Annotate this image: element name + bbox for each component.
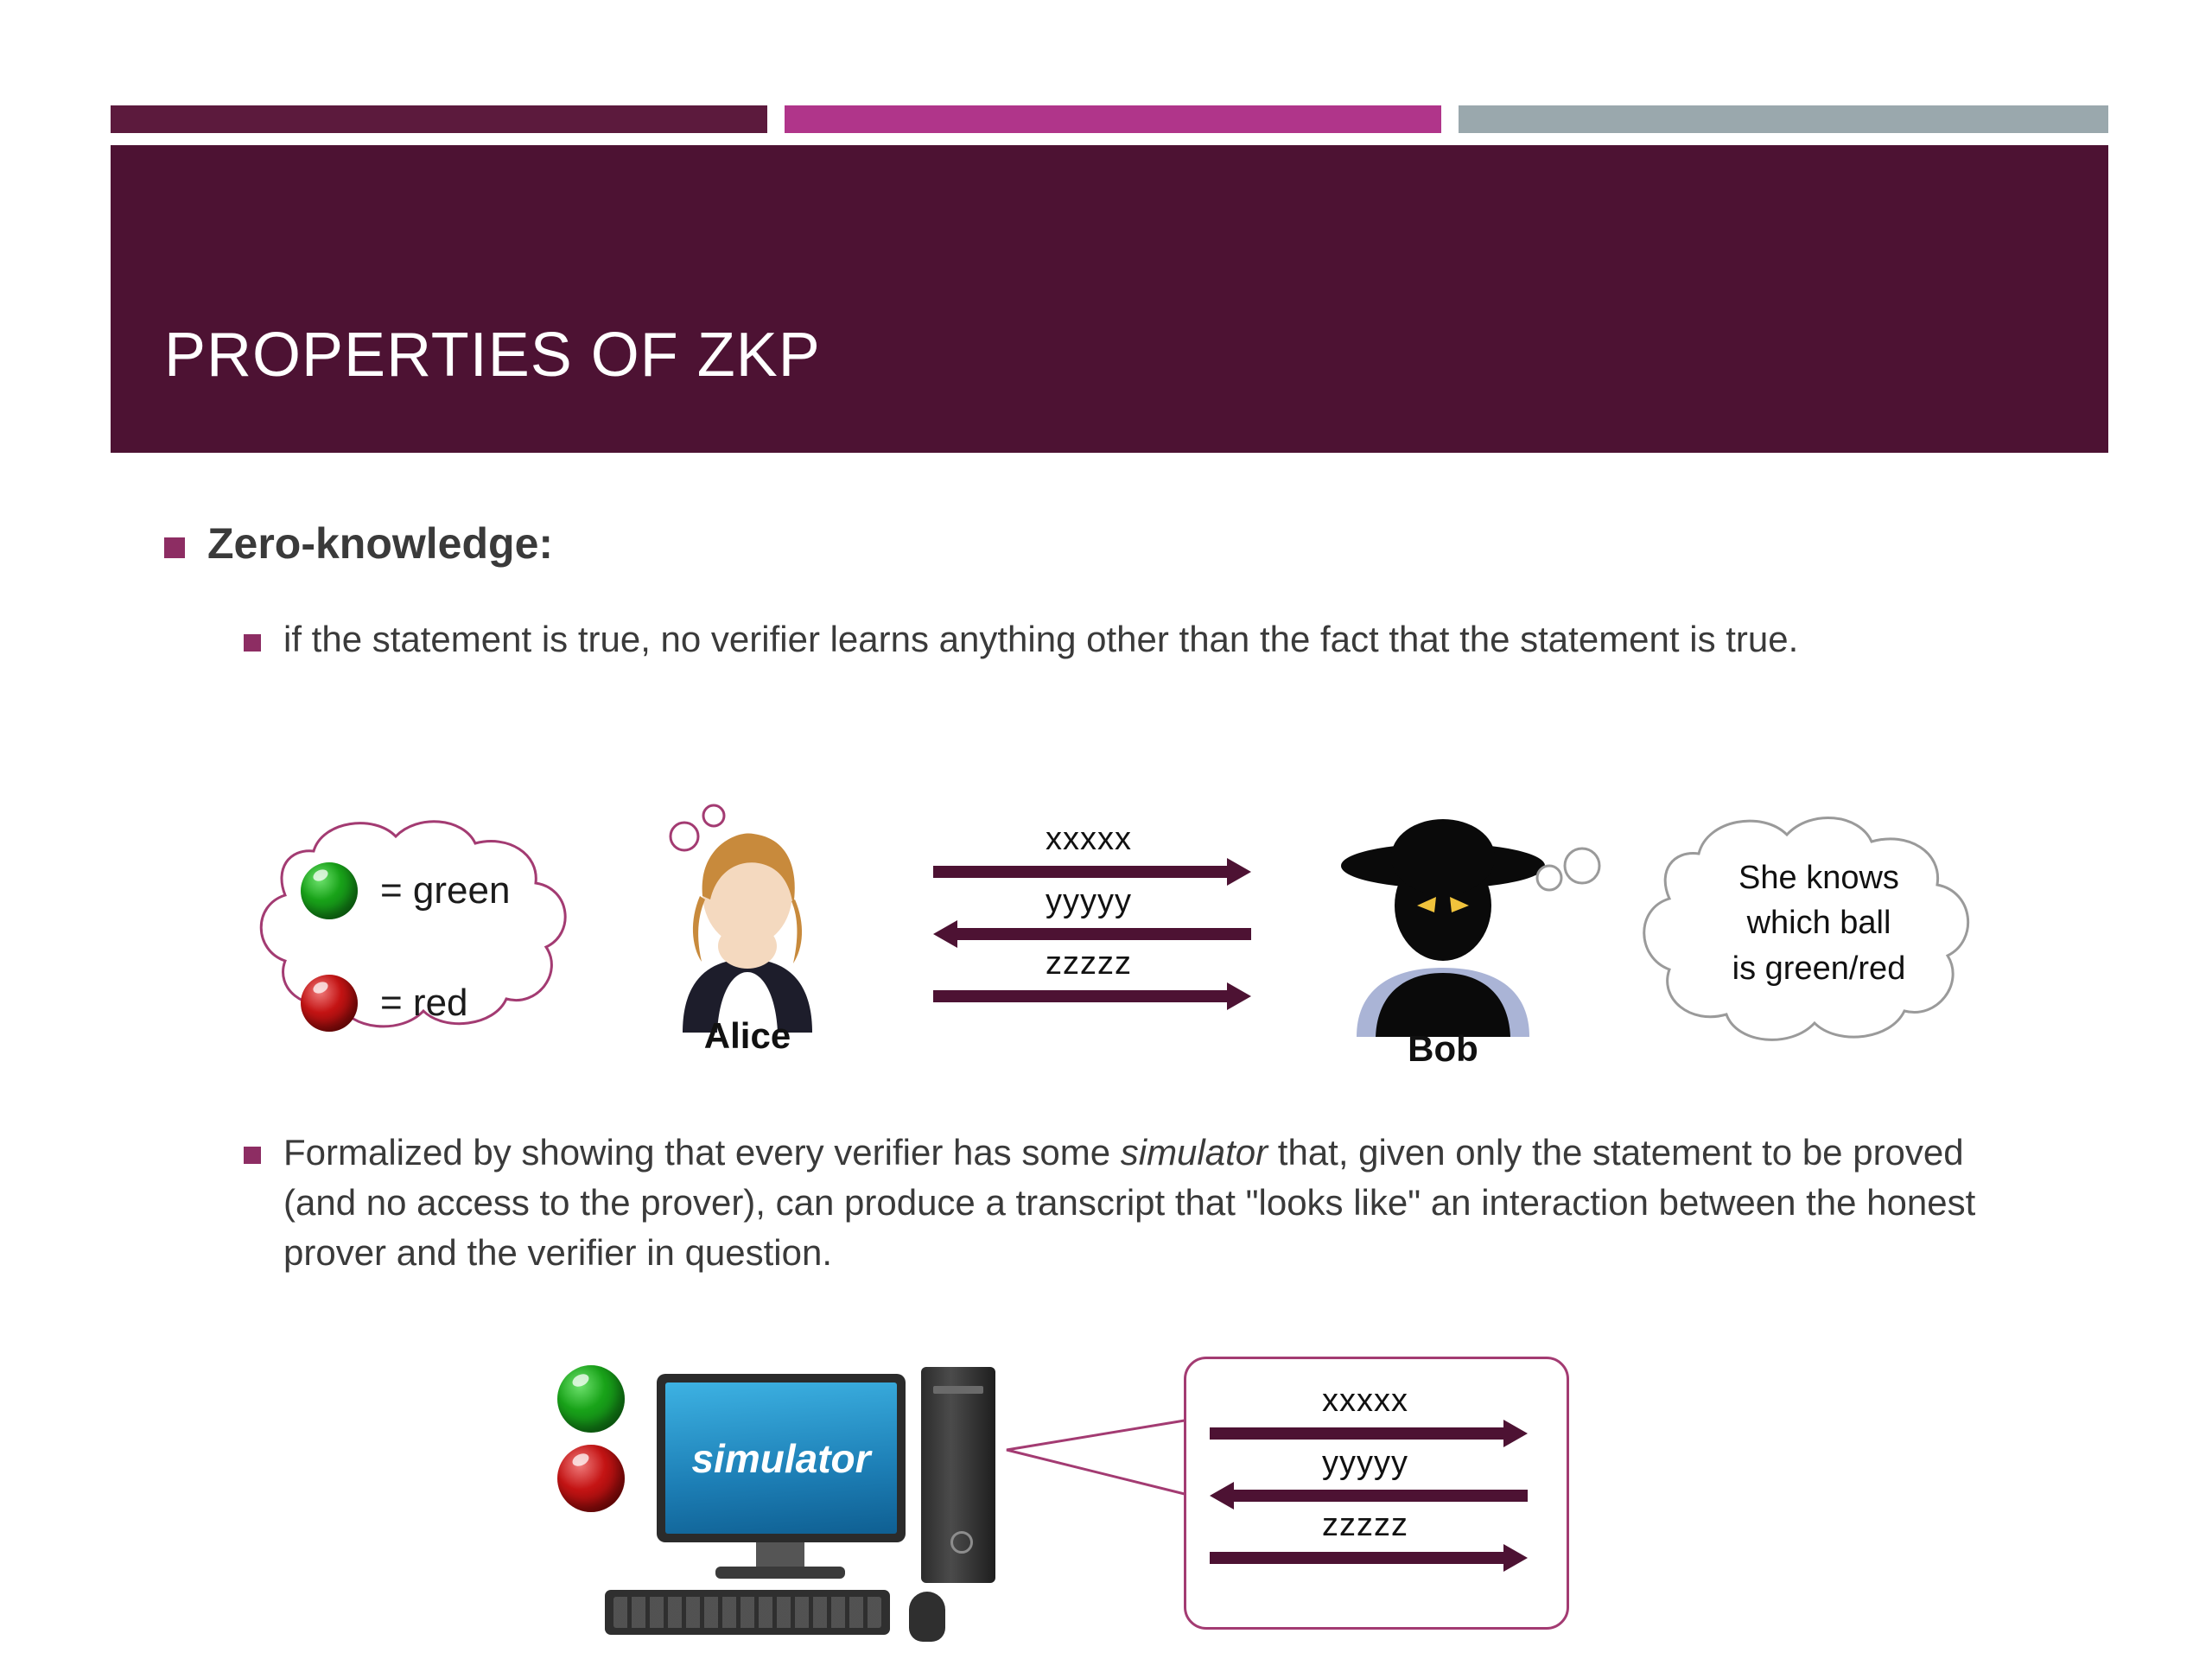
computer-tower — [921, 1367, 995, 1583]
bob-thought-cloud — [1616, 804, 2022, 1063]
red-ball-legend — [301, 975, 468, 1032]
alice-bob-message-arrows — [933, 821, 1279, 1020]
monitor-screen — [665, 1382, 897, 1534]
bob-name-label: Bob — [1408, 1028, 1478, 1069]
bullet-zero-knowledge-text — [207, 518, 553, 569]
bullet-zero-knowledge — [164, 518, 553, 569]
bullet-formalized-part1: Formalized by showing that every verifier has some — [283, 1132, 1121, 1173]
page-title: PROPERTIES OF ZKP — [164, 321, 821, 390]
alice-avatar — [657, 817, 838, 1033]
accent-bar-middle — [785, 105, 1441, 133]
bob-thought-text — [1668, 855, 1970, 991]
arrow-0-line — [1210, 1427, 1503, 1440]
bob-avatar — [1331, 804, 1555, 1037]
bullet-formalized-part2: that, given only the statement to be proved (and no access to the prover), can produce a transcript that "looks like" an interaction between the honest prover and the verifier in question. — [283, 1132, 1976, 1273]
title-banner — [111, 145, 2108, 453]
bullet-zero-knowledge-colon: : — [538, 519, 554, 568]
arrow-0-head — [1227, 858, 1251, 886]
power-button-icon — [950, 1531, 973, 1554]
bob-thought-line-0: She knows — [1738, 860, 1899, 896]
message-label-2: zzzzz — [1322, 1507, 1408, 1543]
red-ball-label: = red — [380, 982, 468, 1024]
bullet-square-icon — [164, 537, 185, 558]
arrow-1-head — [1210, 1482, 1234, 1510]
alice-thought-cloud — [232, 812, 638, 1046]
red-ball-icon — [301, 975, 358, 1032]
header-accent-bars — [111, 105, 2108, 133]
monitor — [657, 1374, 906, 1542]
monitor-base — [715, 1567, 845, 1579]
figure-simulator — [0, 1348, 2212, 1642]
alice-name-label: Alice — [703, 1015, 791, 1056]
mouse-icon — [909, 1592, 945, 1642]
message-label-2: zzzzz — [1046, 945, 1132, 982]
bob-thought-line-1: which ball — [1746, 905, 1891, 942]
message-label-1: yyyyy — [1046, 883, 1132, 919]
message-label-0: xxxxx — [1322, 1382, 1408, 1419]
arrow-0-head — [1503, 1420, 1528, 1447]
figure-alice-bob — [0, 795, 2212, 1141]
bob-thought-line-2: is green/red — [1732, 950, 1906, 987]
bullet-statement-true — [244, 615, 1885, 663]
callout-tail — [998, 1400, 1197, 1521]
message-label-1: yyyyy — [1322, 1445, 1408, 1481]
bullet-statement-true-text: if the statement is true, no verifier learns anything other than the fact that the statement is true. — [283, 619, 1799, 659]
message-label-0: xxxxx — [1046, 821, 1132, 857]
arrow-1-line — [1234, 1490, 1528, 1502]
bullet-formalized-text — [283, 1128, 2015, 1278]
bullet-formalized — [244, 1128, 2015, 1278]
keyboard — [605, 1590, 890, 1635]
arrow-2-line — [1210, 1552, 1503, 1564]
simulator-message-arrows — [1210, 1382, 1555, 1599]
green-ball-icon — [557, 1365, 625, 1433]
arrow-2-head — [1227, 982, 1251, 1010]
green-ball-icon — [301, 862, 358, 919]
accent-bar-left — [111, 105, 767, 133]
accent-bar-right — [1459, 105, 2108, 133]
red-ball-icon — [557, 1445, 625, 1512]
monitor-stand — [756, 1542, 804, 1568]
tower-drive-slot — [933, 1386, 983, 1394]
arrow-2-head — [1503, 1544, 1528, 1572]
bullet-square-icon — [244, 634, 261, 652]
arrow-1-line — [957, 928, 1251, 940]
arrow-0-line — [933, 866, 1227, 878]
simulator-label: simulator — [691, 1435, 871, 1481]
arrow-1-head — [933, 920, 957, 948]
simulator-balls — [557, 1365, 625, 1524]
keyboard-keys — [613, 1597, 881, 1628]
green-ball-legend — [301, 862, 510, 919]
bullet-square-icon — [244, 1147, 261, 1164]
bullet-formalized-italic: simulator — [1120, 1132, 1268, 1173]
bullet-zero-knowledge-bold: Zero-knowledge — [207, 519, 539, 568]
green-ball-label: = green — [380, 869, 511, 912]
arrow-2-line — [933, 990, 1227, 1002]
